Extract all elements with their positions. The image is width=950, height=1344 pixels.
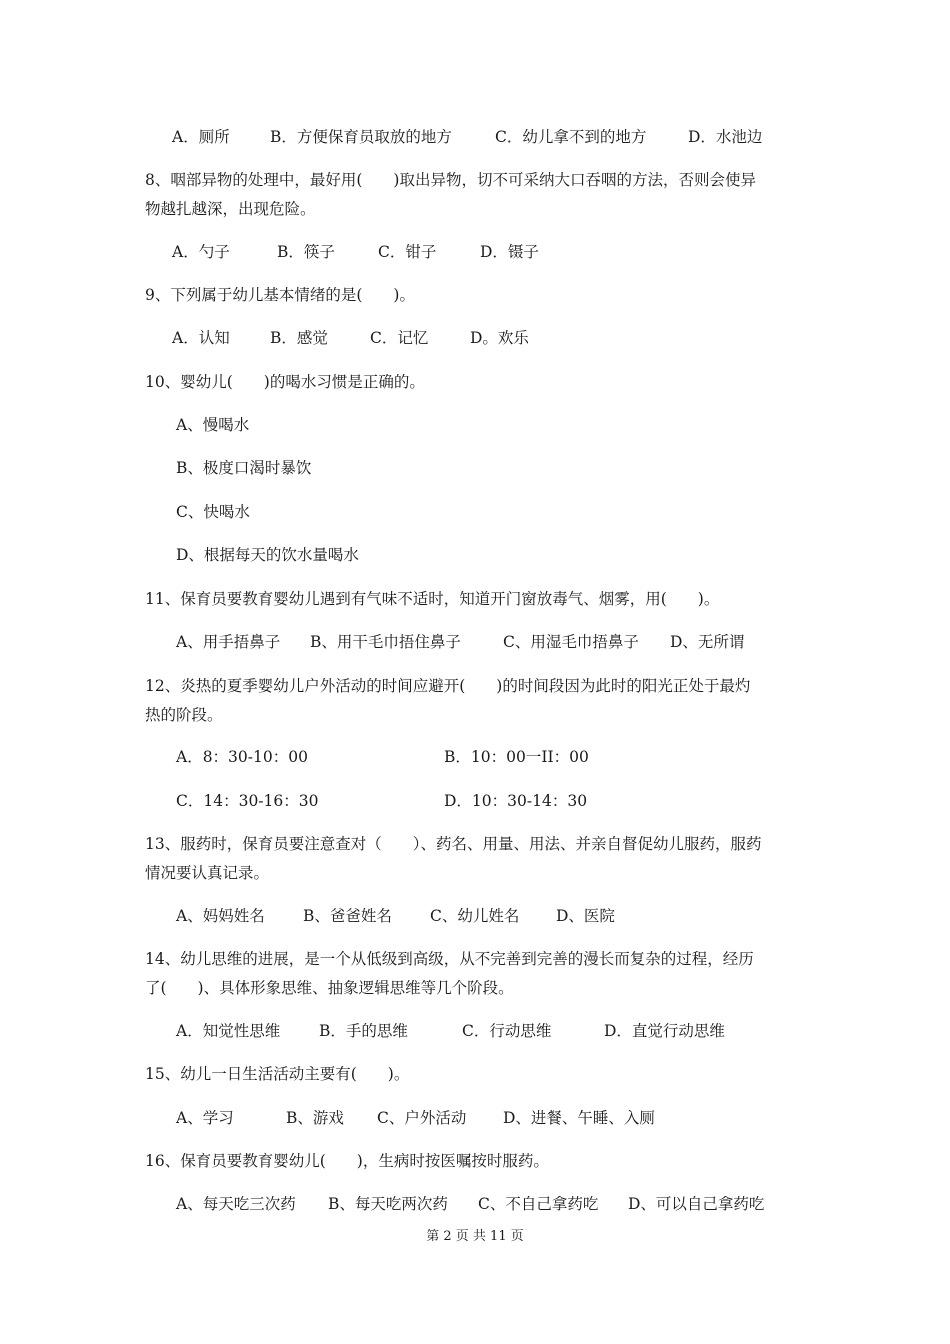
q14-option-b: B．手的思维 bbox=[319, 1022, 408, 1040]
q10-question: 10、婴幼儿( )的喝水习惯是正确的。 bbox=[145, 373, 425, 391]
q7-option-d: D．水池边 bbox=[688, 128, 763, 146]
q12-question-line1: 12、炎热的夏季婴幼儿户外活动的时间应避开( )的时间段因为此时的阳光正处于最灼 bbox=[145, 677, 751, 695]
q13-option-c: C、幼儿姓名 bbox=[430, 907, 520, 925]
q10-option-b: B、极度口渴时暴饮 bbox=[176, 459, 312, 477]
q8-option-d: D．镊子 bbox=[480, 243, 539, 261]
q15-question: 15、幼儿一日生活活动主要有( )。 bbox=[145, 1065, 410, 1083]
q15-option-c: C、户外活动 bbox=[377, 1109, 467, 1127]
q11-option-d: D、无所谓 bbox=[670, 633, 745, 651]
q10-option-c: C、快喝水 bbox=[176, 503, 250, 521]
q12-option-b: B．10：00一II：00 bbox=[444, 748, 589, 766]
q10-option-a: A、慢喝水 bbox=[176, 416, 250, 434]
q15-option-d: D、进餐、午睡、入厕 bbox=[503, 1109, 655, 1127]
q14-option-a: A．知觉性思维 bbox=[176, 1022, 281, 1040]
page-footer: 第 2 页 共 11 页 bbox=[426, 1229, 524, 1244]
q8-option-b: B．筷子 bbox=[277, 243, 335, 261]
q15-option-a: A、学习 bbox=[176, 1109, 234, 1127]
q12-option-c: C．14：30-16：30 bbox=[176, 792, 319, 810]
q9-option-a: A．认知 bbox=[172, 329, 230, 347]
q13-option-a: A、妈妈姓名 bbox=[176, 907, 265, 925]
q9-option-b: B．感觉 bbox=[270, 329, 328, 347]
q16-question: 16、保育员要教育婴幼儿( )，生病时按医嘱按时服药。 bbox=[145, 1152, 549, 1170]
q8-option-a: A．勺子 bbox=[172, 243, 230, 261]
q13-question-line1: 13、服药时，保育员要注意查对（ ）、药名、用量、用法、并亲自督促幼儿服药，服药 bbox=[145, 835, 762, 853]
q15-option-b: B、游戏 bbox=[286, 1109, 344, 1127]
q11-option-c: C、用湿毛巾捂鼻子 bbox=[503, 633, 639, 651]
q14-option-d: D．直觉行动思维 bbox=[604, 1022, 725, 1040]
q14-question-line2: 了( )、具体形象思维、抽象逻辑思维等几个阶段。 bbox=[145, 979, 514, 997]
q8-question-line2: 物越扎越深，出现危险。 bbox=[145, 200, 316, 218]
q12-question-line2: 热的阶段。 bbox=[145, 706, 223, 724]
q14-option-c: C．行动思维 bbox=[462, 1022, 552, 1040]
q16-option-d: D、可以自己拿药吃 bbox=[628, 1195, 765, 1213]
q7-option-a: A．厕所 bbox=[172, 128, 230, 146]
q13-option-d: D、医院 bbox=[556, 907, 615, 925]
q9-question: 9、下列属于幼儿基本情绪的是( )。 bbox=[145, 286, 415, 304]
q16-option-a: A、每天吃三次药 bbox=[176, 1195, 296, 1213]
q11-option-a: A、用手捂鼻子 bbox=[176, 633, 281, 651]
q8-option-c: C．钳子 bbox=[378, 243, 437, 261]
q9-option-c: C．记忆 bbox=[370, 329, 429, 347]
q7-option-b: B．方便保育员取放的地方 bbox=[270, 128, 452, 146]
q16-option-b: B、每天吃两次药 bbox=[328, 1195, 448, 1213]
q10-option-d: D、根据每天的饮水量喝水 bbox=[176, 546, 359, 564]
q13-question-line2: 情况要认真记录。 bbox=[145, 864, 270, 882]
q8-question-line1: 8、咽部异物的处理中，最好用( )取出异物，切不可采纳大口吞咽的方法，否则会使异 bbox=[145, 171, 756, 189]
q16-option-c: C、不自己拿药吃 bbox=[478, 1195, 599, 1213]
q7-option-c: C．幼儿拿不到的地方 bbox=[495, 128, 647, 146]
q11-question: 11、保育员要教育婴幼儿遇到有气味不适时，知道开门窗放毒气、烟雾，用( )。 bbox=[145, 590, 720, 608]
q12-option-d: D．10：30-14：30 bbox=[444, 792, 588, 810]
q12-option-a: A．8：30-10：00 bbox=[176, 748, 308, 766]
q11-option-b: B、用干毛巾捂住鼻子 bbox=[310, 633, 461, 651]
q14-question-line1: 14、幼儿思维的进展，是一个从低级到高级，从不完善到完善的漫长而复杂的过程，经历 bbox=[145, 950, 754, 968]
q13-option-b: B、爸爸姓名 bbox=[303, 907, 392, 925]
q9-option-d: D。欢乐 bbox=[470, 329, 529, 347]
